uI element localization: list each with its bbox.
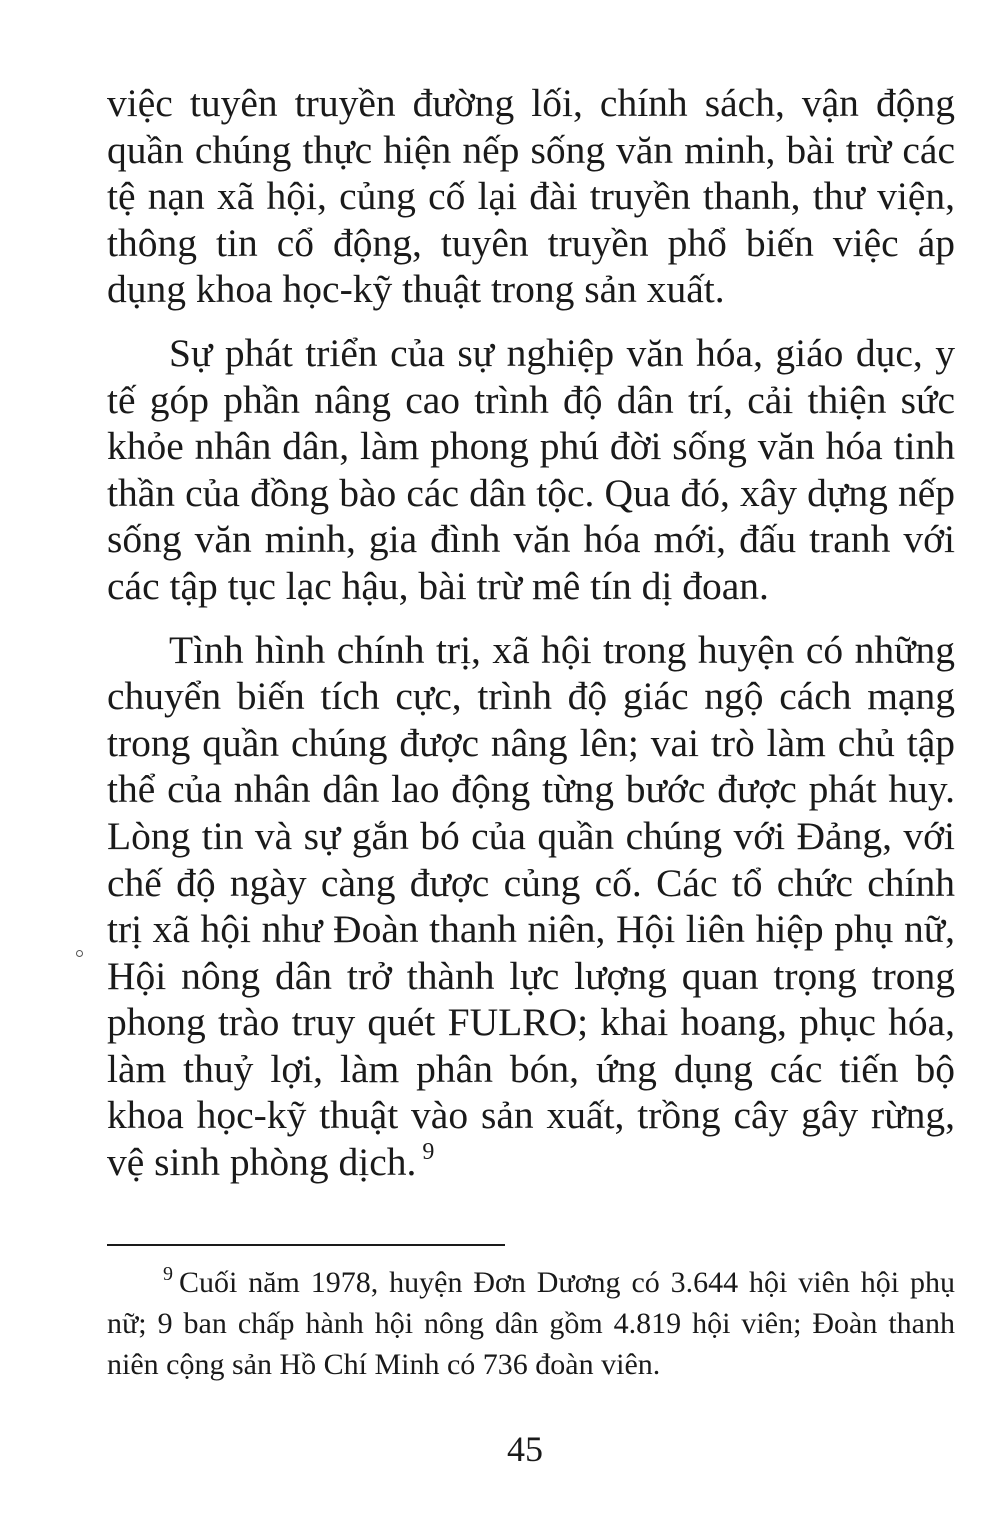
page-number: 45 [507, 1429, 543, 1469]
footnote-separator [107, 1244, 505, 1246]
footnote-number: 9 [163, 1263, 173, 1285]
footnote-text: Cuối năm 1978, huyện Đơn Dương có 3.644 hội viên hội phụ nữ; 9 ban chấp hành hội nông dân gồm 4.819 hội viên; Đoàn thanh niên cộng sản Hồ Chí Minh có 736 đoàn viên. [107, 1266, 955, 1381]
paragraph-3-text: Tình hình chính trị, xã hội trong huyện có những chuyển biến tích cực, trình độ giác ngộ cách mạng trong quần chúng được nâng lên; vai trò làm chủ tập thể của nhân dân lao động từng bước được phát huy. Lòng tin và sự gắn bó của quần chúng với Đảng, với chế độ ngày càng được củng cố. Các tổ chức chính trị xã hội như Đoàn thanh niên, Hội liên hiệp phụ nữ, Hội nông dân trở thành lực lượng quan trọng trong phong trào truy quét FULRO; khai hoang, phục hóa, làm thuỷ lợi, làm phân bón, ứng dụng các tiến bộ khoa học-kỹ thuật vào sản xuất, trồng cây gây rừng, vệ sinh phòng dịch. [107, 627, 955, 1185]
footnote-reference[interactable]: 9 [422, 1139, 435, 1166]
paragraph-3 [107, 627, 955, 1186]
scan-speck [76, 950, 83, 957]
paragraph-2: Sự phát triển của sự nghiệp văn hóa, giáo dục, y tế góp phần nâng cao trình độ dân trí, cải thiện sức khỏe nhân dân, làm phong phú đời sống văn hóa tinh thần của đồng bào các dân tộc. Qua đó, xây dựng nếp sống văn minh, gia đình văn hóa mới, đấu tranh với các tập tục lạc hậu, bài trừ mê tín dị đoan. [107, 330, 955, 608]
footnote [107, 1262, 955, 1385]
body-text [107, 80, 955, 1203]
paragraph-1: việc tuyên truyền đường lối, chính sách, vận động quần chúng thực hiện nếp sống văn minh, bài trừ các tệ nạn xã hội, củng cố lại đài truyền thanh, thư viện, thông tin cổ động, tuyên truyền phổ biến việc áp dụng khoa học-kỹ thuật trong sản xuất. [107, 81, 955, 312]
